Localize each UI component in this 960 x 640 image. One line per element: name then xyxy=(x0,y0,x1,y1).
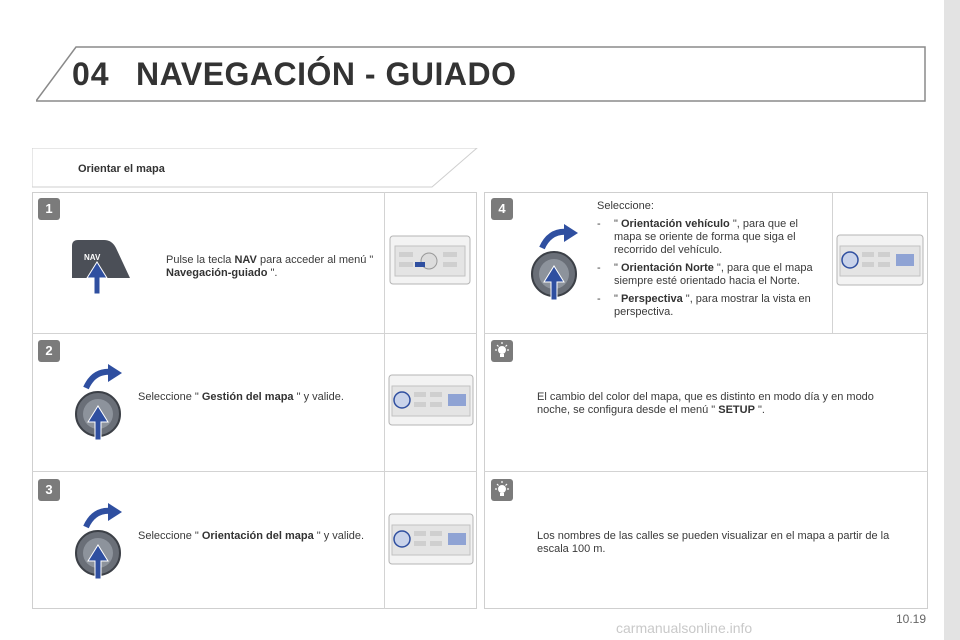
step-4-badge: 4 xyxy=(491,198,513,220)
right-panel-column-divider xyxy=(832,192,833,334)
step-1-badge: 1 xyxy=(38,198,60,220)
watermark: carmanualsonline.info xyxy=(616,620,753,636)
nav-key-label: NAV xyxy=(84,253,101,262)
left-panel-row-divider xyxy=(32,333,477,334)
nav-key-icon xyxy=(70,238,132,296)
lightbulb-icon xyxy=(491,340,513,362)
step-3-text: Seleccione " Orientación del mapa " y valide. xyxy=(138,530,365,542)
radio-panel-illustration xyxy=(389,232,471,288)
lightbulb-icon xyxy=(491,479,513,501)
left-panel-row-divider xyxy=(32,471,477,472)
step-4-intro: Seleccione: xyxy=(597,200,654,212)
left-panel-column-divider xyxy=(384,192,385,609)
tip-1-text: El cambio del color del mapa, que es distinto en modo día y en modo noche, se configura desde el menú " SETUP ". xyxy=(537,391,874,416)
radio-panel-illustration xyxy=(836,234,924,286)
list-item: - " Perspectiva ", para mostrar la vista en perspectiva. xyxy=(597,293,811,318)
tip-2-text: Los nombres de las calles se pueden visualizar en el mapa a partir de la escala 100 m. xyxy=(537,530,890,555)
list-item: - " Orientación vehículo ", para que el mapa se oriente de forma que siga el recorrido del vehículo. xyxy=(597,218,798,256)
step-1-text: Pulse la tecla NAV para acceder al menú " Navegación-guiado ". xyxy=(166,254,374,279)
chapter-title: NAVEGACIÓN - GUIADO xyxy=(136,56,517,92)
radio-panel-illustration xyxy=(388,513,474,565)
right-panel-row-divider xyxy=(484,471,928,472)
side-tab-bar xyxy=(944,0,960,640)
radio-panel-illustration xyxy=(388,374,474,426)
right-panel-row-divider xyxy=(484,333,928,334)
orientation-options-list xyxy=(597,218,827,319)
list-item: - " Orientación Norte ", para que el mapa siempre esté orientado hacia el Norte. xyxy=(597,262,813,287)
step-4-text xyxy=(597,200,827,319)
section-title: Orientar el mapa xyxy=(78,163,165,175)
step-3-badge: 3 xyxy=(38,479,60,501)
rotary-knob-icon xyxy=(72,364,132,440)
step-2-badge: 2 xyxy=(38,340,60,362)
rotary-knob-icon xyxy=(528,224,588,300)
step-2-text: Seleccione " Gestión del mapa " y valide. xyxy=(138,391,344,403)
page-number: 10.19 xyxy=(896,612,927,626)
chapter-number: 04 xyxy=(72,56,110,92)
rotary-knob-icon xyxy=(72,503,132,579)
